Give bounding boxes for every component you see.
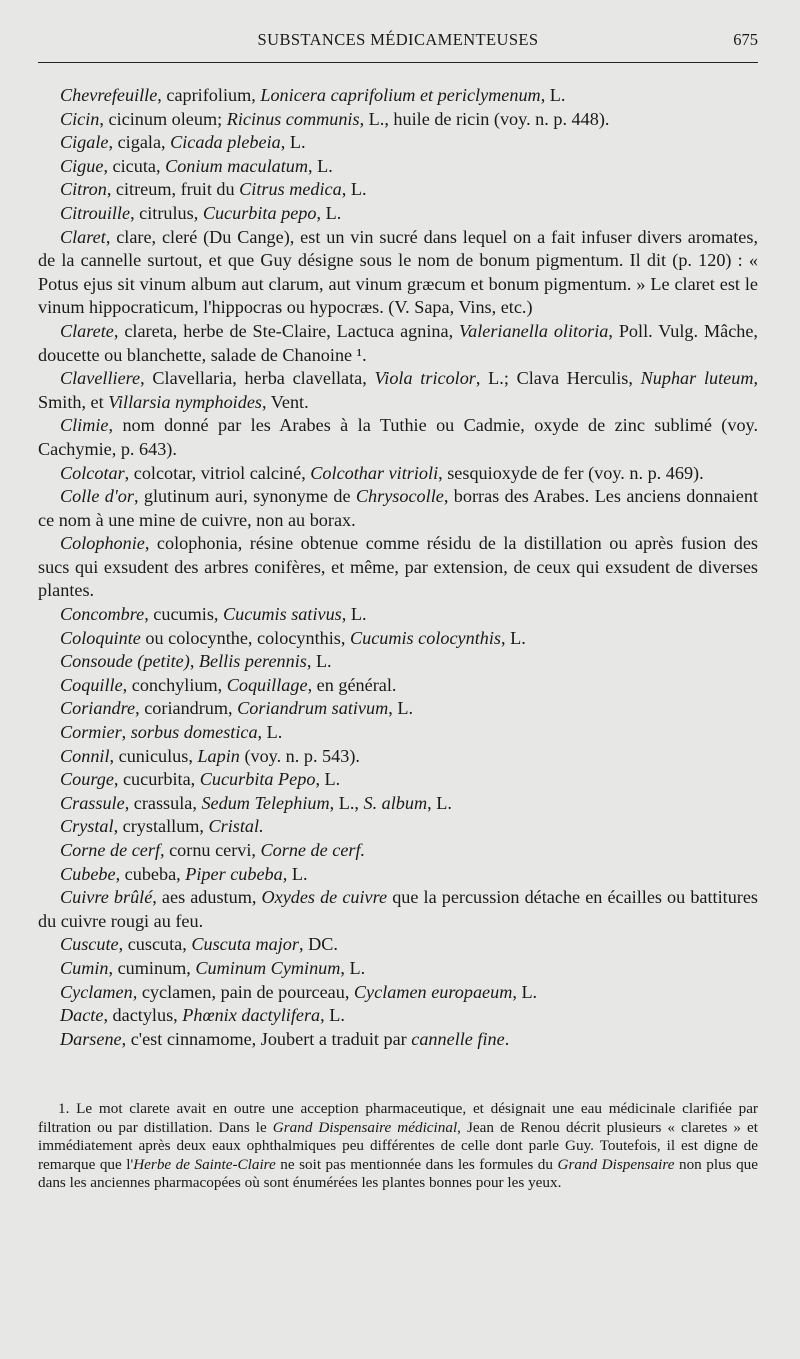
- footnotes: [38, 1100, 758, 1193]
- running-header: [38, 30, 758, 56]
- entry: Cyclamen, cyclamen, pain de pourceau, Cyclamen europaeum, L.: [60, 981, 538, 1002]
- entry: Citron, citreum, fruit du Citrus medica, L.: [60, 179, 367, 200]
- entry: Cormier, sorbus domestica, L.: [60, 722, 283, 743]
- entry: Coriandre, coriandrum, Coriandrum sativum, L.: [60, 698, 413, 719]
- header-rule: [38, 62, 758, 63]
- entry: Cuscute, cuscuta, Cuscuta major, DC.: [60, 934, 338, 955]
- entry: Climie, nom donné par les Arabes à la Tuthie ou Cadmie, oxyde de zinc sublimé (voy. Cachymie, p. 643).: [38, 415, 758, 459]
- entry: Corne de cerf, cornu cervi, Corne de cerf.: [60, 840, 366, 860]
- entry: Crassule, crassula, Sedum Telephium, L., S. album, L.: [60, 792, 452, 813]
- entry: Connil, cuniculus, Lapin (voy. n. p. 543).: [60, 745, 360, 766]
- entry: Colle d'or, glutinum auri, synonyme de Chrysocolle, borras des Arabes. Les anciens donnaient ce nom à une mine de cuivre, non au borax.: [38, 486, 759, 530]
- entry: Dacte, dactylus, Phœnix dactylifera, L.: [60, 1005, 345, 1026]
- entry: Citrouille, citrulus, Cucurbita pepo, L.: [60, 202, 342, 223]
- entry: Chevrefeuille, caprifolium, Lonicera caprifolium et periclymenum, L.: [60, 85, 566, 105]
- entry: Courge, cucurbita, Cucurbita Pepo, L.: [60, 769, 341, 790]
- page-number: 675: [733, 30, 758, 49]
- entry: Cuivre brûlé, aes adustum, Oxydes de cuivre que la percussion détache en écailles ou battitures du cuivre rougi au feu.: [38, 887, 758, 931]
- entry: Colcotar, colcotar, vitriol calciné, Colcothar vitrioli, sesquioxyde de fer (voy. n. p. 469).: [60, 462, 704, 483]
- dictionary-entries: [38, 84, 758, 1051]
- entry: Cubebe, cubeba, Piper cubeba, L.: [60, 863, 308, 884]
- running-title: SUBSTANCES MÉDICAMENTEUSES: [257, 30, 539, 49]
- entry: Crystal, crystallum, Cristal.: [60, 816, 264, 837]
- entry: Clarete, clareta, herbe de Ste-Claire, Lactuca agnina, Valerianella olitoria, Poll. Vulg. Mâche, doucette ou blanchette, salade de Chanoine ¹.: [38, 320, 758, 365]
- entry: Cumin, cuminum, Cuminum Cyminum, L.: [60, 957, 366, 978]
- entry: Coloquinte ou colocynthe, colocynthis, Cucumis colocynthis, L.: [60, 627, 526, 648]
- entry: Clavelliere, Clavellaria, herba clavellata, Viola tricolor, L.; Clava Herculis, Nuphar luteum, Smith, et Villarsia nymphoides, Vent.: [38, 368, 758, 412]
- entry: Claret, clare, cleré (Du Cange), est un vin sucré dans lequel on a fait infuser divers aromates, de la cannelle surtout, et que Guy désigne sous le nom de bonum pigmentum. Il dit (p. 120) : « Potus ejus sit vinum album aut clarum, aut vinum græcum et bonum pigmentum. » Le claret est le vinum hippocraticum, l'hippocras ou hypocræs. (V. Sapa, Vins, etc.): [38, 226, 758, 318]
- entry: Concombre, cucumis, Cucumis sativus, L.: [60, 604, 367, 625]
- footnote-1: 1. Le mot clarete avait en outre une acception pharmaceutique, et désignait une eau médicinale clarifiée par filtration ou par distillation. Dans le Grand Dispensaire médicinal, Jean de Renou décrit plusieurs « claretes » et immédiatement après deux eaux ophthalmiques peu différentes de celle dont parle Guy. Toutefois, il est digne de remarque que l'Herbe de Sainte-Claire ne soit pas mentionnée dans les formules du Grand Dispensaire non plus que dans les anciennes pharmacopées où sont énumérées les plantes bonnes pour les yeux.: [38, 1100, 758, 1192]
- entry: Consoude (petite), Bellis perennis, L.: [60, 651, 332, 672]
- entry: Darsene, c'est cinnamome, Joubert a traduit par cannelle fine.: [60, 1028, 510, 1049]
- entry: Cicin, cicinum oleum; Ricinus communis, L., huile de ricin (voy. n. p. 448).: [60, 108, 610, 129]
- entry: Coquille, conchylium, Coquillage, en général.: [60, 674, 397, 695]
- entry: Colophonie, colophonia, résine obtenue comme résidu de la distillation ou après fusion des sucs qui exsudent des arbres conifères, et même, par extension, de ceux qui exsudent de diverses plantes.: [38, 533, 758, 601]
- entry: Cigale, cigala, Cicada plebeia, L.: [60, 132, 306, 153]
- entry: Cigue, cicuta, Conium maculatum, L.: [60, 155, 333, 176]
